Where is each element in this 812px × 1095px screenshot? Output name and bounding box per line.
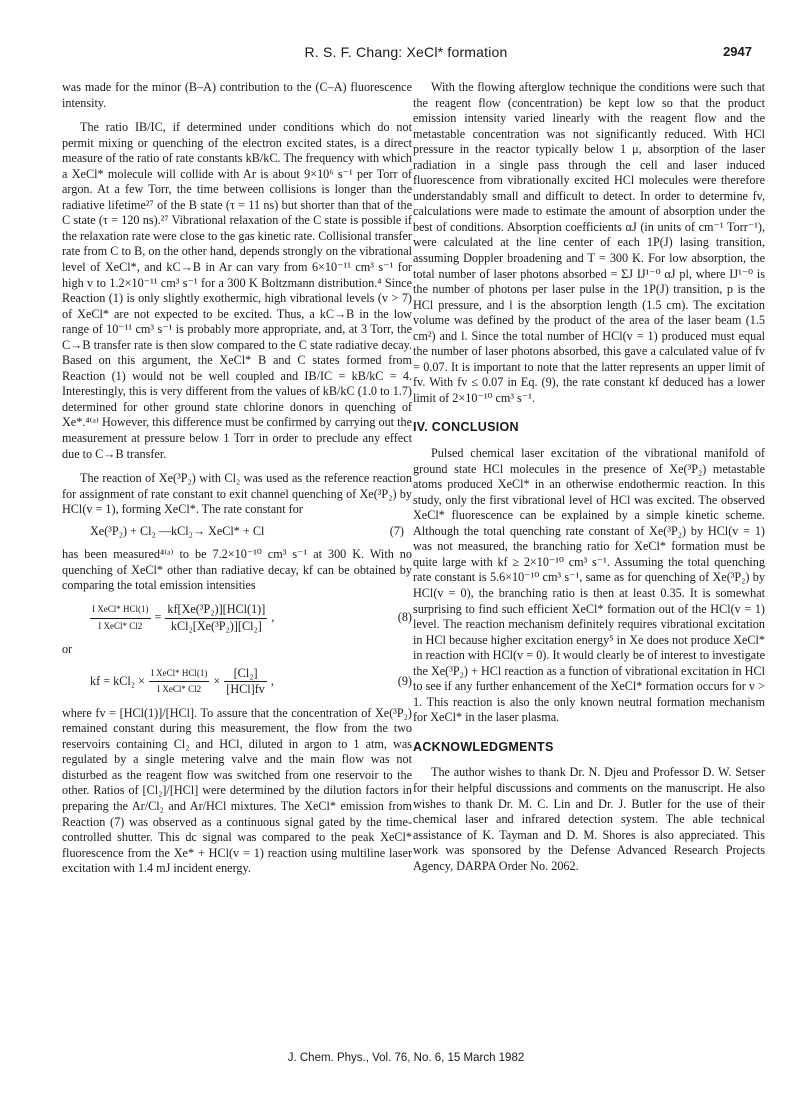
paragraph: has been measured⁴⁽ᵃ⁾ to be 7.2×10⁻¹⁰ cm³ s⁻¹ at 300 K. With no quenching of XeCl* other than radiative decay, kf can be obtained by comparing the total emission intensities [62,547,412,593]
fraction-denominator: kCl₂[Xe(³P₂)][Cl₂] [170,618,262,633]
fraction-denominator: I XeCl* Cl2 [157,684,202,695]
equation-8: $\frac{\text{I XeCl* HCl(1)}}{\text{I XeCl* Cl2}}$ = $\frac{\text{kf[Xe(³P₂)][HCl(1)]}}{\text{kCl₂[Xe(³P₂)][Cl₂]}}$ , (8) [92,601,412,633]
page-header [0,44,812,64]
paragraph: The reaction of Xe(³P₂) with Cl₂ was used as the reference reaction for assignment of rate constant to exit channel quenching of Xe(³P₂) by HCl(v = 1), forming XeCl*. The rate constant for [62,471,412,517]
paragraph: where fv = [HCl(1)]/[HCl]. To assure that the concentration of Xe(³P₂) remained constant during this measurement, the flow from the two reservoirs containing Cl₂ and HCl, diluted in argon to 1 atm, was regulated by a single metering valve and the main flow was not disturbed as the reagent flow was switched from one reservoir to the other. Ratios of [Cl₂]/[HCl] were determined by the dilution factors in preparing the Ar/Cl₂ and Ar/HCl mixtures. The XeCl* emission from Reaction (7) was observed as a continuous signal gated by the time-controlled shutter. This dc signal was compared to the peak XeCl* fluorescence from the Xe* + HCl(v = 1) reaction using multiline laser excitation with 1.4 mJ incident energy. [62,705,412,876]
paragraph: The author wishes to thank Dr. N. Djeu and Professor D. W. Setser for their helpful discussions and comments on the manuscript. He also wishes to thank Dr. M. C. Lin and Dr. J. Butler for the use of their chemical laser and infrared detection system. The able technical assistance of K. Tayman and D. M. Shores is also appreciated. This work was sponsored by the Defense Advanced Research Projects Agency, DARPA Order No. 2062. [413,765,765,873]
fraction-denominator: [HCl]fv [226,682,265,697]
paragraph: With the flowing afterglow technique the conditions were such that the reagent flow (concentration) be kept low so that the product emission intensity varied linearly with the reagent flow and the metastable concentration was not significantly reduced. With HCl pressure in the reactor typically below 1 μ, absorption of the laser radiation in a single pass through the cell and laser induced fluorescence from vibrationally excited HCl molecules were therefore understandably small and difficult to detect. In order to determine fv, calculations were made to estimate the amount of absorption under the best of conditions. Absorption coefficients αJ (in units of cm⁻¹ Torr⁻¹), were calculated at the line center of each 1P(J) lasing transition, assuming Doppler broadening and T = 300 K. For low absorption, the total number of laser photons absorbed = ΣJ IJ¹⁻⁰ αJ pl, where IJ¹⁻⁰ is the number of photons per laser pulse in the 1P(J) transition, p is the HCl pressure, and l is the absorption length (1.5 cm). The excitation volume was defined by the product of the area of the laser beam (1.5 cm²) and l. Since the total number of HCl(v = 1) produced must equal the number of laser photons absorbed, this gave a calculated value of fv = 0.07. It is important to note that the latter represents an upper limit of fv. With fv ≤ 0.07 in Eq. (9), the rate constant kf deduced has a lower limit of 2×10⁻¹⁰ cm³ s⁻¹. [413,80,765,405]
fraction [149,666,210,698]
equation-number: (8) [397,610,412,625]
equation-number: (7) [389,523,404,538]
section-heading: ACKNOWLEDGMENTS [413,739,554,754]
equation-9: kf = kCl₂ × $\frac{\text{I XeCl* HCl(1)}}{\text{I XeCl* Cl2}}$ × $\frac{\text{[Cl₂]}}{\text{[HCl]fv}}$ , (9) [90,665,412,697]
right-column [413,80,765,874]
fraction-numerator: [Cl₂] [224,666,267,683]
left-column [62,80,412,877]
fraction-numerator: kf[Xe(³P₂)][HCl(1)] [165,602,267,619]
page-number: 2947 [723,44,752,59]
fraction [224,666,267,698]
journal-citation: J. Chem. Phys., Vol. 76, No. 6, 15 March 1982 [287,1052,525,1064]
section-heading: IV. CONCLUSION [413,420,519,435]
equation-number: (9) [397,673,412,688]
equation-lhs: kf = kCl₂ × [90,673,145,688]
fraction [165,602,267,634]
fraction [90,602,151,634]
fraction-numerator: I XeCl* HCl(1) [90,602,151,619]
running-title: R. S. F. Chang: XeCl* formation [304,44,508,60]
fraction-numerator: I XeCl* HCl(1) [149,666,210,683]
paragraph: The ratio IB/IC, if determined under conditions which do not permit mixing or quenching of the electron excited states, is a direct measure of the ratio of rate constants kB/kC. The frequency with which a XeCl* molecule will collide with Ar is about 9×10⁶ s⁻¹ per Torr of argon. At a few Torr, the time between collisions is longer than the radiative lifetime²⁷ of the B state (τ = 11 ns) but shorter than that of the C state (τ = 120 ns).²⁷ Vibrational relaxation of the C state is possible if the relaxation rate were close to the gas kinetic rate. Collisional transfer rate from C to B, on the other hand, depends strongly on the vibrational level of XeCl*, and kC→B in Ar can vary from 6×10⁻¹¹ cm³ s⁻¹ for high v to 1.2×10⁻¹¹ cm³ s⁻¹ for a 300 K Boltzmann distribution.⁴ Since Reaction (1) is only slightly exothermic, high vibrational levels (v > 7) of XeCl* are not expected to be excited. Thus, a kC→B in the low range of 10⁻¹¹ cm³ s⁻¹ is probably more appropriate, and, at 3 Torr, the C→B transfer rate is then slow compared to the C state radiative decay. Based on this argument, the XeCl* B and C states formed from Reaction (1) would not be well coupled and IB/IC = kB/kC = 4. Interestingly, this is very different from the values of kB/kC (1.0 to 1.7) determined for other ground state chlorine donors in quenching of Xe*.⁴⁽ᵃ⁾ However, this difference must be confirmed by carrying out the measurement at pressure below 1 Torr in order to preclude any effect due to C→B transfer. [62,120,412,461]
equation-body: Xe(³P₂) + Cl₂ —kCl₂→ XeCl* + Cl [90,523,265,538]
paragraph: Pulsed chemical laser excitation of the vibrational manifold of ground state HCl molecules in the presence of Xe(³P₂) metastable atoms produced XeCl* in an otherwise endothermic reaction. In this study, only the first vibrational level of HCl was excited. The observed XeCl* fluorescence can be explained by a simple kinetic scheme. Although the total quenching rate constant of Xe(³P₂) by HCl(v = 1) was not measured, the branching ratio for XeCl* formation must be quite large with kf ≥ 2×10⁻¹⁰ cm³ s⁻¹. Assuming the total quenching rate constant is 5.6×10⁻¹⁰ cm³ s⁻¹, same as for quenching of Xe(³P₂) by HCl(v = 0), the branching ratio is then at least 0.35. It is somewhat surprising to find such efficient XeCl* formation out of the HCl(v = 1) level. The reaction mechanism definitely requires vibrational excitation in HCl because higher excitation energy⁵ in Xe does not produce XeCl* in reaction with HCl(v = 0). It would clearly be of interest to investigate the Xe(³P₂) + HCl reaction as a function of vibrational excitation in HCl to see if any further enhancement of the XeCl* formation occurs for v > 1. This reaction is also the only known neutral formation mechanism for XeCl* in the laser plasma. [413,446,765,725]
equation-7 [62,524,412,540]
fraction-denominator: I XeCl* Cl2 [98,620,143,631]
connector-word: or [62,642,73,657]
equals-sign: = [154,610,162,625]
paragraph: was made for the minor (B–A) contribution to the (C–A) fluorescence intensity. [62,80,412,110]
